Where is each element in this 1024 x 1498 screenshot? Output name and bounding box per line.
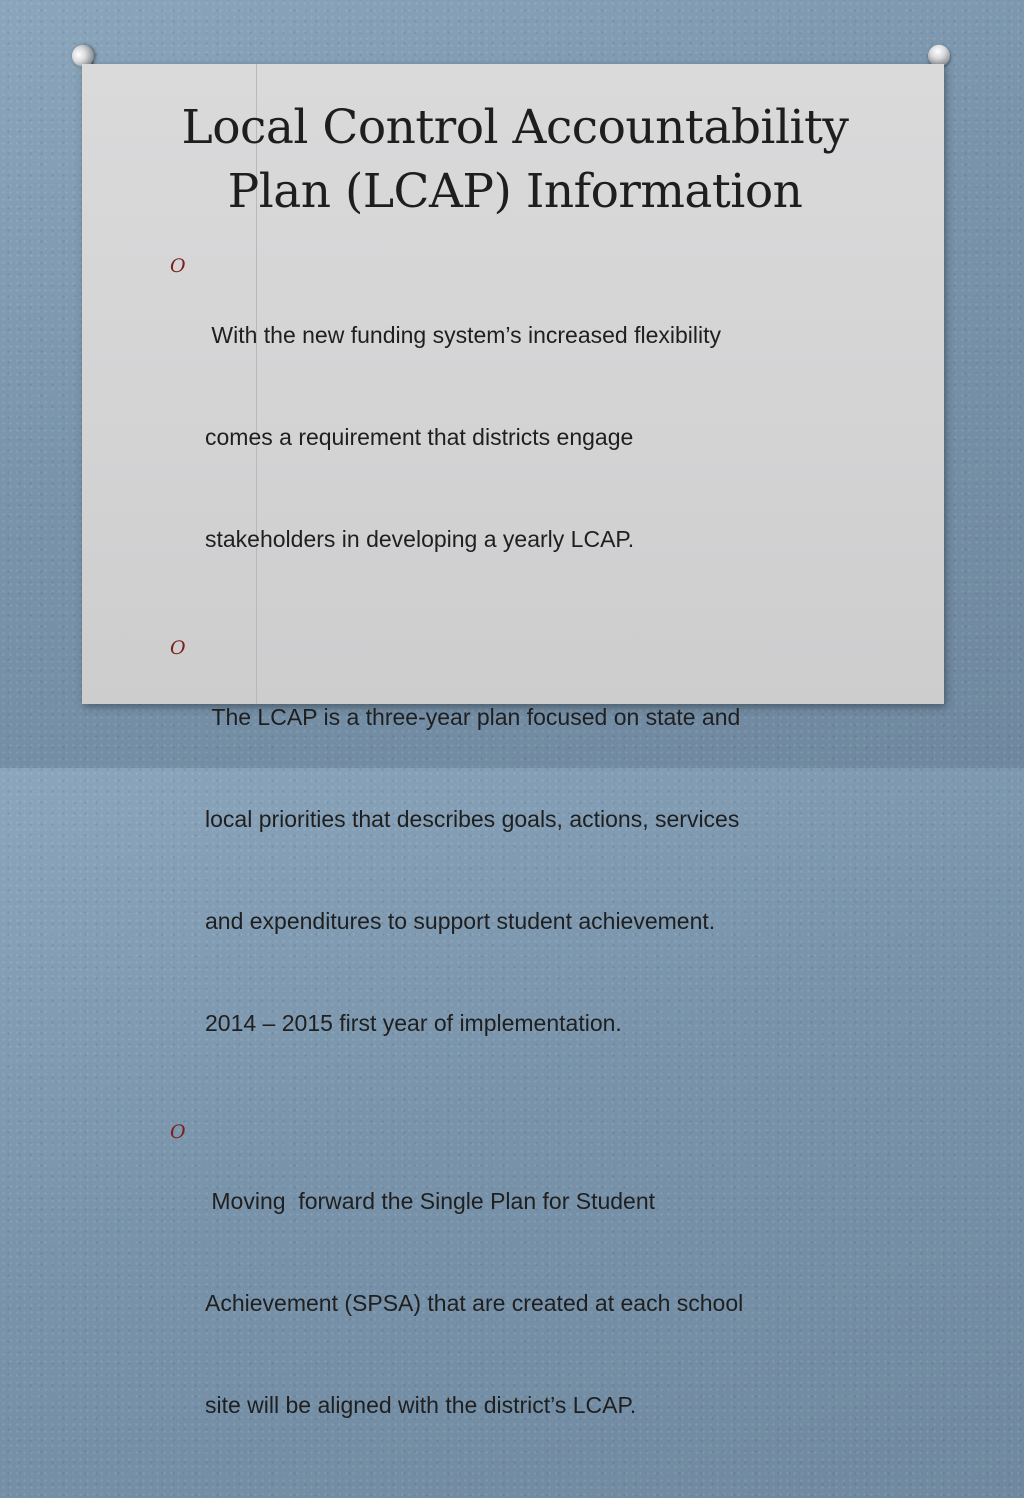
slide-title <box>120 96 910 224</box>
bullet-marker: O <box>170 255 186 277</box>
bullet-text <box>205 1116 860 1490</box>
bullet-line: site will be aligned with the district’s LCAP. <box>205 1392 637 1418</box>
bullet-item-funding <box>170 250 860 624</box>
bullet-list <box>170 250 860 1498</box>
bullet-text <box>205 632 860 1108</box>
title-line-1: Local Control Accountability <box>181 100 849 155</box>
bullet-line: stakeholders in developing a yearly LCAP. <box>205 526 635 552</box>
bullet-line: 2014 – 2015 first year of implementation. <box>205 1010 622 1036</box>
bullet-item-lcap-plan <box>170 632 860 1108</box>
bullet-line: The LCAP is a three-year plan focused on state and <box>205 704 741 730</box>
bullet-line: Achievement (SPSA) that are created at each school <box>205 1290 744 1316</box>
bullet-marker: O <box>170 1121 186 1143</box>
bullet-line: local priorities that describes goals, actions, services <box>205 806 740 832</box>
title-line-2: Plan (LCAP) Information <box>227 164 803 219</box>
bullet-text <box>205 250 860 624</box>
bullet-line: comes a requirement that districts engage <box>205 424 634 450</box>
bullet-line: With the new funding system’s increased flexibility <box>205 322 722 348</box>
bullet-line: and expenditures to support student achievement. <box>205 908 716 934</box>
bullet-item-spsa <box>170 1116 860 1490</box>
bullet-marker: O <box>170 637 186 659</box>
bullet-line: Moving forward the Single Plan for Student <box>205 1188 656 1214</box>
